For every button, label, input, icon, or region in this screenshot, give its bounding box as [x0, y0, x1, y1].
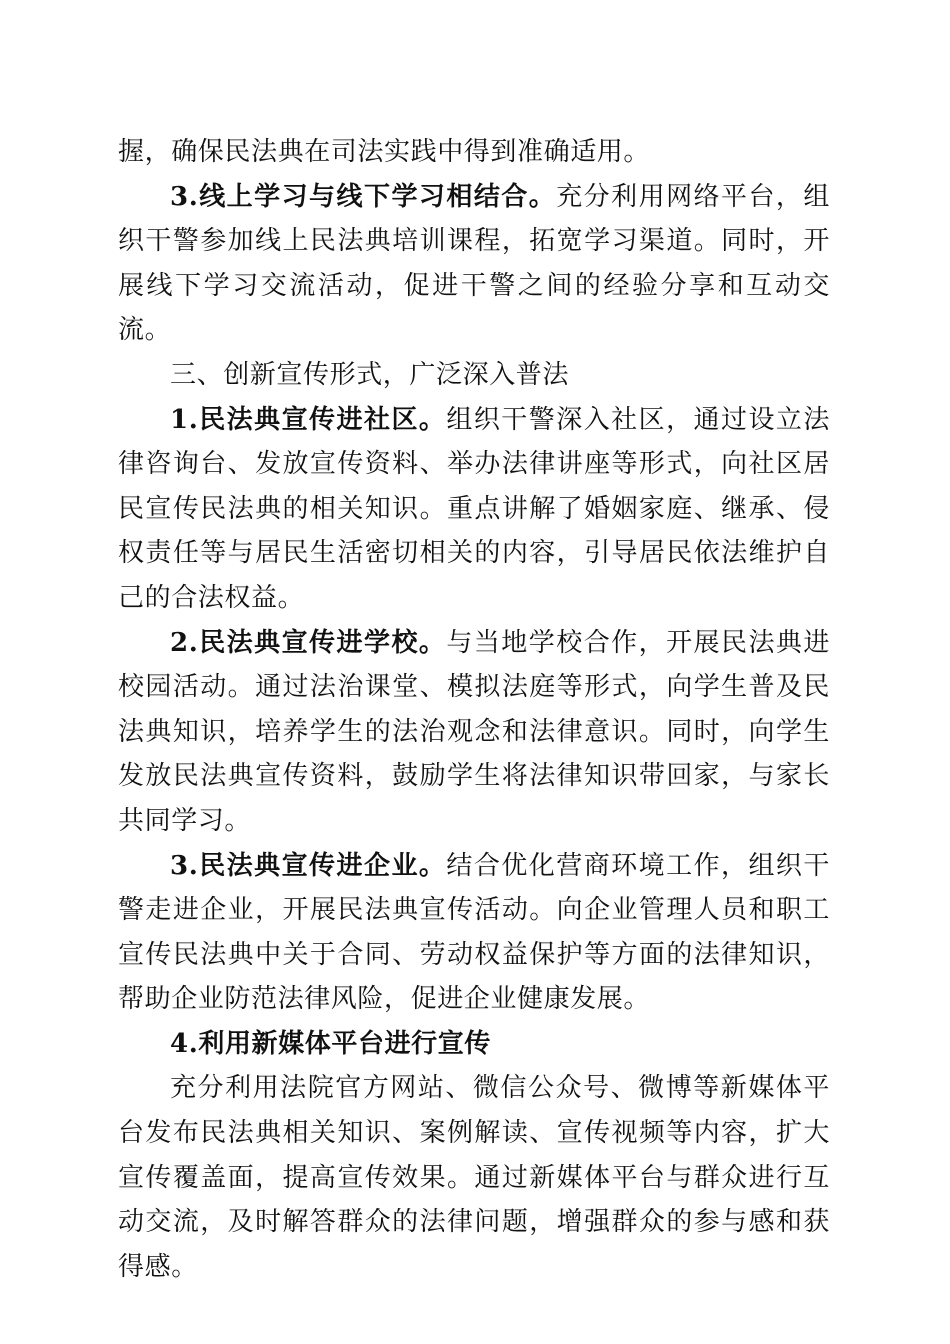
paragraph-online-offline-learning [118, 175, 830, 353]
paragraph-community [118, 398, 830, 621]
paragraph-text: 组织干警深入社区，通过设立法律咨询台、发放宣传资料、举办法律讲座等形式，向社区居民宣传民法典的相关知识。重点讲解了婚姻家庭、继承、侵权责任等与居民生活密切相关的内容，引导居民依法维护自己的合法权益。 [118, 404, 830, 613]
paragraph-continuation [118, 130, 830, 175]
document-page [118, 130, 830, 1289]
paragraph-text: 结合优化营商环境工作，组织干警走进企业，开展民法典宣传活动。向企业管理人员和职工宣传民法典中关于合同、劳动权益保护等方面的法律知识，帮助企业防范法律风险，促进企业健康发展。 [118, 850, 830, 1015]
paragraph-lead: 1.民法典宣传进社区。 [170, 404, 447, 435]
paragraph-new-media [118, 1066, 830, 1289]
section-heading-3: 三、创新宣传形式，广泛深入普法 [170, 359, 570, 390]
paragraph-lead: 3.民法典宣传进企业。 [170, 850, 447, 881]
paragraph-text: 充分利用网络平台，组织干警参加线上民法典培训课程，拓宽学习渠道。同时，开展线下学习交流活动，促进干警之间的经验分享和互动交流。 [118, 181, 830, 346]
subheading-new-media: 4.利用新媒体平台进行宣传 [170, 1028, 491, 1059]
paragraph-text: 充分利用法院官方网站、微信公众号、微博等新媒体平台发布民法典相关知识、案例解读、宣传视频等内容，扩大宣传覆盖面，提高宣传效果。通过新媒体平台与群众进行互动交流，及时解答群众的法律问题，增强群众的参与感和获得感。 [118, 1073, 830, 1282]
paragraph-text: 握，确保民法典在司法实践中得到准确适用。 [118, 137, 651, 167]
paragraph-school [118, 621, 830, 844]
paragraph-lead: 2.民法典宣传进学校。 [170, 627, 447, 658]
paragraph-text: 与当地学校合作，开展民法典进校园活动。通过法治课堂、模拟法庭等形式，向学生普及民法典知识，培养学生的法治观念和法律意识。同时，向学生发放民法典宣传资料，鼓励学生将法律知识带回家，与家长共同学习。 [118, 627, 830, 836]
paragraph-lead: 3.线上学习与线下学习相结合。 [170, 181, 557, 212]
paragraph-enterprise [118, 844, 830, 1022]
